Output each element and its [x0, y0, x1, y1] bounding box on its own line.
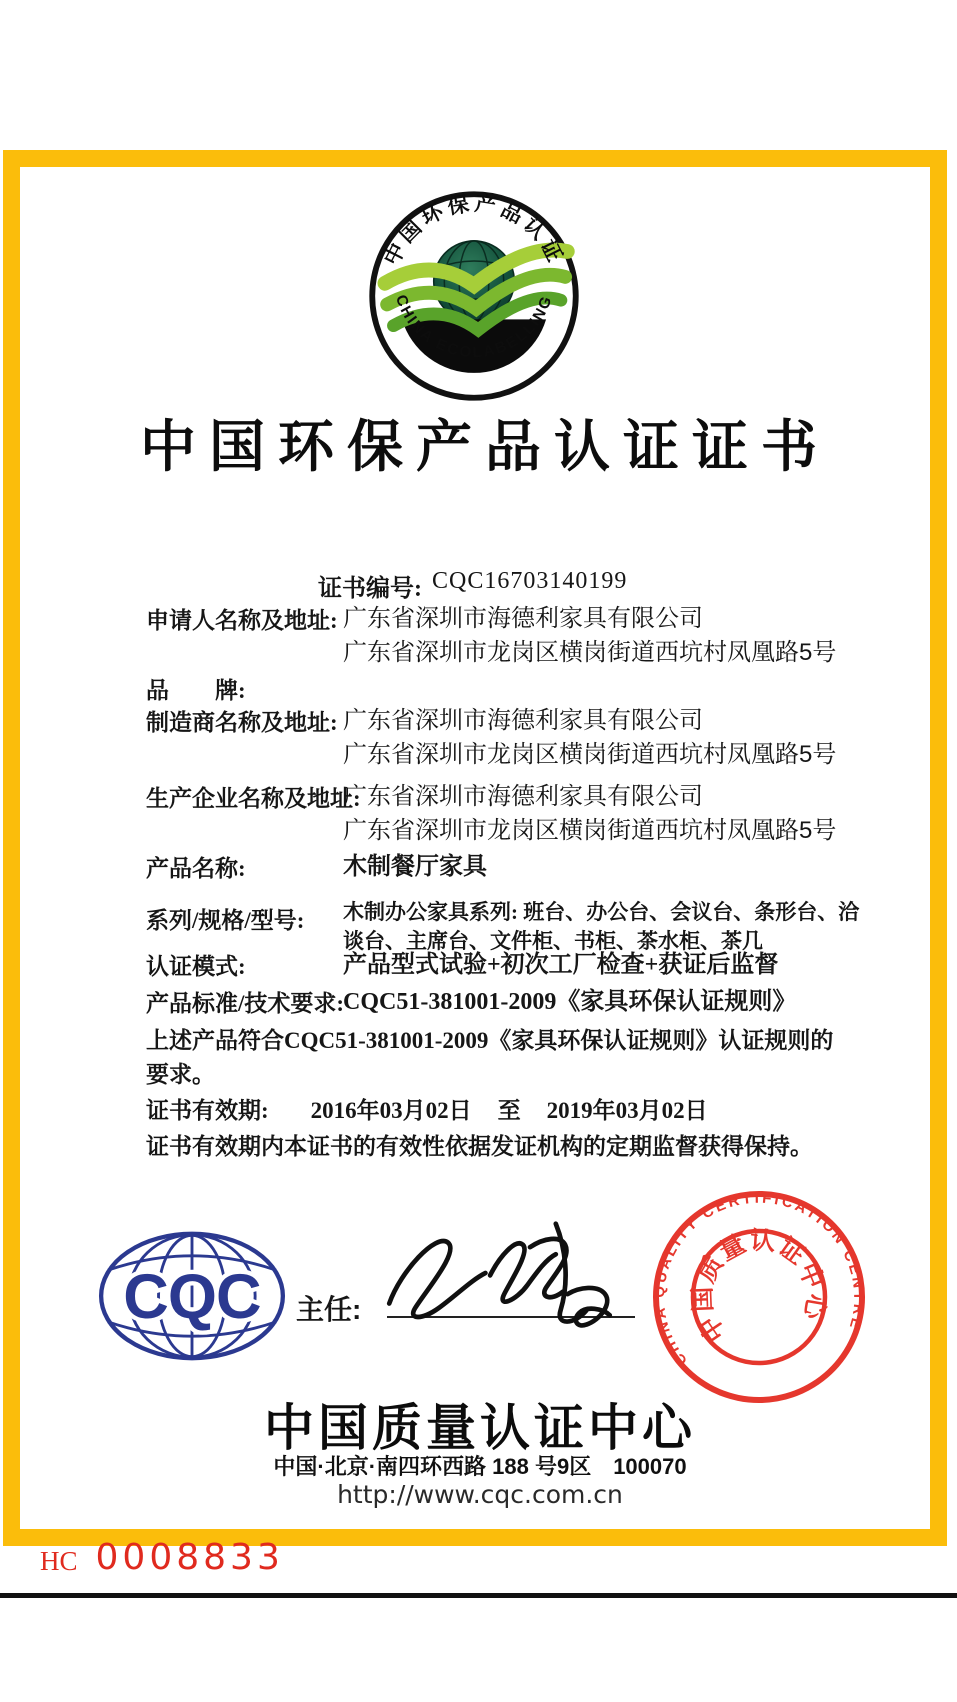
field-value-line: 广东省深圳市海德利家具有限公司 [343, 605, 703, 632]
serial-number: 0008833 [95, 1537, 284, 1578]
svg-text:中国质量认证中心 [677, 1215, 836, 1349]
field-value-line: CQC51-381001-2009《家具环保认证规则》 [343, 989, 797, 1015]
field-label: 产品标准/技术要求: [146, 991, 345, 1016]
field-label: 制造商名称及地址: [146, 710, 338, 735]
field-label: 申请人名称及地址: [146, 608, 338, 633]
eco-label-badge-icon [368, 190, 580, 402]
field-value-line: 广东省深圳市海德利家具有限公司 [343, 707, 703, 734]
director-label: 主任: [296, 1294, 362, 1325]
scan-edge-line [0, 1593, 957, 1598]
field-value-line: 广东省深圳市龙岗区横岗街道西坑村凤凰路5号 [343, 741, 837, 768]
svg-text:CHINA QUALITY CERTIFICATION CE [648, 1186, 870, 1371]
badge-arc-top-text: 中国环保产品认证 [380, 192, 568, 270]
field-label: 系列/规格/型号: [146, 908, 305, 933]
field-row-brand [146, 672, 866, 705]
official-stamp-icon [648, 1186, 870, 1408]
field-label: 产品名称: [146, 856, 246, 881]
field-row-producer [146, 780, 866, 848]
cqc-logo-icon [96, 1230, 288, 1362]
badge-arc-bottom-text: CHINA ECOLABELLING [391, 292, 557, 362]
compliance-statement: 上述产品符合CQC51-381001-2009《家具环保认证规则》认证规则的要求。 [146, 1028, 834, 1087]
field-label: 生产企业名称及地址: [146, 786, 361, 811]
serial-number-block [40, 1537, 284, 1578]
org-address: 中国·北京·南四环西路 188 号9区 100070 [273, 1454, 687, 1479]
validity-to-word: 至 [497, 1098, 521, 1123]
validity-label: 证书有效期: [146, 1098, 269, 1123]
stamp-inner-text: 中国质量认证中心 [688, 1226, 831, 1347]
field-row-product-name [146, 850, 866, 884]
field-value-line: 木制餐厅家具 [343, 854, 487, 880]
validity-row [146, 1092, 708, 1125]
field-value-line: 广东省深圳市海德利家具有限公司 [343, 783, 703, 810]
certificate-title: 中国环保产品认证证书 [140, 415, 830, 478]
field-value-line [343, 672, 866, 705]
field-row-standard [146, 985, 866, 1019]
certificate-number-value: CQC16703140199 [432, 568, 628, 594]
field-value-line: 木制办公家具系列: 班台、办公台、会议台、条形台、洽谈台、主席台、文件柜、书柜、茶水柜、茶几 [343, 900, 860, 953]
validity-to-date: 2019年03月02日 [546, 1098, 708, 1123]
field-row-manufacturer [146, 704, 866, 772]
certificate-number-line [318, 568, 627, 603]
stamp-arc-text: CHINA QUALITY CERTIFICATION CENTRE [650, 1189, 868, 1369]
serial-prefix: HC [40, 1546, 78, 1576]
org-name: 中国质量认证中心 [264, 1400, 696, 1456]
field-value-line: 广东省深圳市龙岗区横岗街道西坑村凤凰路5号 [343, 639, 837, 666]
field-value-line: 产品型式试验+初次工厂检查+获证后监督 [343, 952, 779, 978]
field-row-applicant [146, 602, 866, 670]
field-label: 品 牌: [146, 678, 246, 703]
certificate-number-label: 证书编号: [318, 576, 422, 602]
maintenance-note: 证书有效期内本证书的有效性依据发证机构的定期监督获得保持。 [146, 1134, 813, 1159]
field-row-cert-mode [146, 948, 866, 982]
field-value-line: 广东省深圳市龙岗区横岗街道西坑村凤凰路5号 [343, 817, 837, 844]
field-label: 认证模式: [146, 954, 246, 979]
org-website: http://www.cqc.com.cn [337, 1480, 623, 1509]
validity-from-date: 2016年03月02日 [310, 1098, 472, 1123]
cqc-logo-text: CQC [123, 1262, 261, 1332]
director-signature-icon [382, 1212, 617, 1334]
